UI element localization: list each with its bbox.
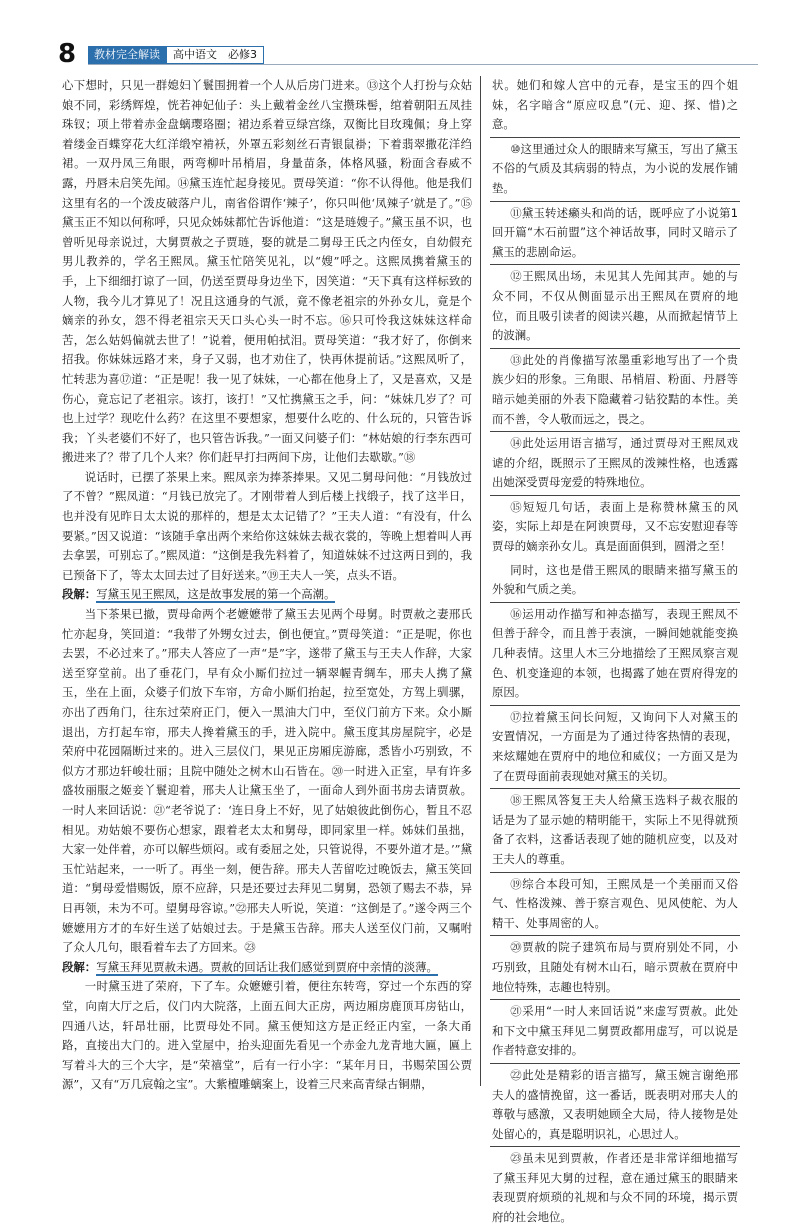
annotation-note: ㉓虽未见到贾赦，作者还是非常详细地描写了黛玉拜见大舅的过程，意在通过黛玉的眼睛来表现贾府烦琐的礼规和与众不同的环境，揭示贾府的社会地位。 bbox=[492, 1151, 738, 1225]
annotation-note: ⑪黛玉转述癞头和尚的话，既呼应了小说第1回开篇“木石前盟”这个神话故事，同时又暗示了黛玉的悲剧命运。 bbox=[490, 202, 740, 266]
annotation-note: ㉒此处是精彩的语言描写，黛玉婉言谢绝邢夫人的盛情挽留，这一番话，既表明对邢夫人的尊敬与感激，又表明她顾全大局，待人接物是处处留心的，真是聪明识礼，心思过人。 bbox=[490, 1064, 740, 1147]
annotation-note: ⑲综合本段可知，王熙凤是一个美丽而又俗气、性格泼辣、善于察言观色、见风使舵、为人精干、处事周密的人。 bbox=[490, 873, 740, 937]
column-divider bbox=[480, 76, 481, 1086]
text-paragraph: 一时黛玉进了荣府，下了车。众嬷嬷引着，便往东转弯，穿过一个东西的穿堂，向南大厅之后，仪门内大院落，上面五间大正房，两边厢房鹿顶耳房钻山，四通八达，轩昂壮丽，比贾母处不同。黛玉便知这方是正经正内室，一条大甬路，直接出大门的。进入堂屋中，抬头迎面先看见一个赤金九龙青地大匾，匾上写着斗大的三个大字，是“荣禧堂”，后有一行小字：“某年月日，书赐荣国公贾源”，又有“万几宸翰之宝”。大紫檀雕螭案上，设着三尺来高青绿古铜鼎， bbox=[62, 979, 472, 1092]
annotation-note: ⑭此处运用语言描写，通过贾母对王熙凤戏谑的介绍，既照示了王熙凤的泼辣性格，也透露出她深受贾母宠爱的特殊地位。 bbox=[490, 432, 740, 496]
annotation-note: ⑩这里通过众人的眼睛来写黛玉，写出了黛玉不俗的气质及其病弱的特点，为小说的发展作铺垫。 bbox=[490, 138, 740, 202]
paragraph-analysis bbox=[62, 585, 472, 605]
page-header bbox=[58, 40, 758, 68]
text-paragraph: 心下想时，只见一群媳妇丫鬟围拥着一个人从后房门进来。⑬这个人打扮与众姑娘不同，彩绣辉煌，恍若神妃仙子：头上戴着金丝八宝攒珠髻，绾着朝阳五凤挂珠钗；项上带着赤金盘螭璎珞圈；裙边系着豆绿宫绦，双衡比目玫瑰佩；身上穿着缕金百蝶穿花大红洋缎窄褃袄，外罩五彩刻丝石青银鼠褂；下着翡翠撒花洋绉裙。一双丹凤三角眼，两弯柳叶吊梢眉，身量苗条，体格风骚，粉面含春威不露，丹唇未启笑先闻。⑭黛玉连忙起身接见。贾母笑道：“你不认得他。他是我们这里有名的一个泼皮破落户儿，南省俗谓作‘辣子’，你只叫他‘凤辣子’就是了。”⑮黛玉正不知以何称呼，只见众姊妹都忙告诉他道：“这是琏嫂子。”黛玉虽不识，也曾听见母亲说过，大舅贾赦之子贾琏，娶的就是二舅母王氏之内侄女，自幼假充男儿教养的，学名王熙凤。黛玉忙陪笑见礼，以“嫂”呼之。这熙凤携着黛玉的手，上下细细打谅了一回，仍送至贾母身边坐下，因笑道：“天下真有这样标致的人物，我今儿才算见了！况且这通身的气派，竟不像老祖宗的外孙女儿，竟是个嫡亲的孙女，怨不得老祖宗天天口头心头一时不忘。⑯只可怜我这妹妹这样命苦，怎么姑妈偏就去世了！”说着，便用帕拭泪。贾母笑道：“我才好了，你倒来招我。你妹妹远路才来，身子又弱，也才劝住了，快再休提前话。”这熙凤听了，忙转悲为喜⑰道：“正是呢！我一见了妹妹，一心都在他身上了，又是喜欢，又是伤心，竟忘记了老祖宗。该打，该打！”又忙携黛玉之手，问：“妹妹几岁了？可也上过学？现吃什么药？在这里不要想家，想要什么吃的、什么玩的，只管告诉我；丫头老婆们不好了，也只管告诉我。”一面又问婆子们：“林姑娘的行李东西可搬进来了？带了几个人来？你们赶早打扫两间下房，让他们去歇歇。”⑱ bbox=[62, 78, 472, 465]
annotation-note: 同时，这也是借王熙凤的眼睛来描写黛玉的外貌和气质之美。 bbox=[490, 559, 740, 603]
annotation-note: ⑫王熙凤出场，未见其人先闻其声。她的与众不同，不仅从侧面显示出王熙凤在贾府的地位，而且吸引读者的阅读兴趣，从而掀起情节上的波澜。 bbox=[490, 265, 740, 348]
annotation-note: ⑯运用动作描写和神态描写，表现王熙凤不但善于辞令，而且善于表演，一瞬间她就能变换几种表情。这里人木三分地描绘了王熙凤察言观色、机变逢迎的本领，也揭露了她在贾府得宠的原因。 bbox=[490, 603, 740, 706]
text-block-3 bbox=[62, 977, 472, 1095]
annotation-note: ⑰拉着黛玉问长问短，又询问下人对黛玉的安置情况，一方面是为了通过待客热情的表现，来炫耀她在贾府中的地位和威仪；一方面又是为了在贾母面前表现她对黛玉的关切。 bbox=[490, 706, 740, 789]
text-block-2 bbox=[62, 605, 472, 958]
main-text-column bbox=[62, 76, 472, 1092]
text-paragraph: 当下茶果已撤，贾母命两个老嬷嬷带了黛玉去见两个母舅。时贾赦之妻邢氏忙亦起身，笑回道：“我带了外甥女过去，倒也便宜。”贾母笑道：“正是呢，你也去罢，不必过来了。”邢夫人答应了一声“是”字，遂带了黛玉与王夫人作辞，大家送至穿堂前。出了垂花门，早有众小厮们拉过一辆翠幄青绸车，邢夫人携了黛玉，坐在上面，众婆子们放下车帘，方命小厮们抬起，拉至宽处，方驾上驯骡，亦出了西角门，往东过荣府正门，便入一黑油大门中，至仪门前方下来。众小厮退出，方打起车帘，邢夫人搀着黛玉的手，进入院中。黛玉度其房屋院宇，必是荣府中花园隔断过来的。进入三层仪门，果见正房厢庑游廊，悉皆小巧别致，不似方才那边轩峻壮丽；且院中随处之树木山石皆在。⑳一时进入正室，早有许多盛妆丽服之姬妾丫鬟迎着，邢夫人让黛玉坐了，一面命人到外面书房去请贾赦。一时人来回话说：㉑“老爷说了：‘连日身上不好，见了姑娘彼此倒伤心，暂且不忍相见。劝姑娘不要伤心想家，跟着老太太和舅母，即同家里一样。姊妹们虽拙，大家一处伴着，亦可以解些烦闷。或有委屈之处，只管说得，不要外道才是。’”黛玉忙站起来，一一听了。再坐一刻，便告辞。邢夫人苦留吃过晚饭去，黛玉笑回道：“舅母爱惜赐饭，原不应辞，只是还要过去拜见二舅舅，恐领了赐去不恭，异日再领，未为不可。望舅母容谅。”㉒邢夫人听说，笑道：“这倒是了。”遂令两三个嬷嬷用方才的车好生送了姑娘过去。于是黛玉告辞。邢夫人送至仪门前，又嘱咐了众人几句，眼看着车去了方回来。㉓ bbox=[62, 607, 472, 955]
header-rule bbox=[88, 64, 758, 65]
analysis-text: 写黛玉拜见贾赦未遇。贾赦的回话让我们感觉到贾府中亲情的淡薄。 bbox=[96, 959, 438, 974]
series-tag: 教材完全解读 bbox=[88, 46, 166, 64]
header-label-group bbox=[88, 46, 264, 64]
annotation-note: 状。她们和嫁人宫中的元春，是宝玉的四个姐妹，名字暗含“原应叹息”(元、迎、探、惜)之意。 bbox=[490, 76, 740, 138]
annotation-note: ⑮短短几句话，表面上是称赞林黛玉的风姿，实际上却是在阿谀贾母，又不忘安慰迎春等贾母的嫡亲孙女儿。真是面面俱到，圆滑之至！ bbox=[492, 499, 738, 554]
course-label: 高中语文 必修3 bbox=[166, 46, 264, 64]
annotation-note: ⑳贾赦的院子建筑布局与贾府别处不同，小巧别致，且随处有树木山石，暗示贾赦在贾府中地位特殊，志趣也特别。 bbox=[490, 936, 740, 1000]
annotation-note: ㉑采用“一时人来回话说”来虚写贾赦。此处和下文中黛玉拜见二舅贾政都用虚写，可以说是作者特意安排的。 bbox=[490, 1000, 740, 1064]
annotation-note: ⑱王熙凤答复王夫人给黛玉选料子裁衣服的话是为了显示她的精明能干，实际上不见得就预备了衣料，这番话表现了她的随机应变，以及对王夫人的尊重。 bbox=[490, 789, 740, 872]
analysis-text: 写黛玉见王熙凤，这是故事发展的第一个高潮。 bbox=[96, 587, 336, 602]
paragraph-analysis bbox=[62, 958, 472, 978]
annotation-note: ⑬此处的肖像描写浓墨重彩地写出了一个贵族少妇的形象。三角眼、吊梢眉、粉面、丹唇等暗示她美丽的外表下隐藏着刁钻狡黠的本性。美而不善，令人敬而远之，畏之。 bbox=[490, 349, 740, 432]
analysis-label: 段解： bbox=[62, 587, 97, 602]
text-paragraph: 说话时，已摆了茶果上来。熙凤亲为捧茶捧果。又见二舅母问他：“月钱放过了不曾？”熙凤道：“月钱已放完了。才刚带着人到后楼上找缎子，找了这半日，也并没有见昨日太太说的那样的，想是太太记错了？”王夫人道：“有没有，什么要紧。”因又说道：“该随手拿出两个来给你这妹妹去裁衣裳的，等晚上想着叫人再去拿罢，可别忘了。”熙凤道：“这倒是我先料着了，知道妹妹不过这两日到的，我已预备下了，等太太回去过了目好送来。”⑲王夫人一笑，点头不语。 bbox=[62, 469, 472, 582]
analysis-label: 段解： bbox=[62, 959, 97, 974]
page-number: 8 bbox=[58, 39, 77, 69]
text-block-1 bbox=[62, 76, 472, 585]
annotation-column bbox=[490, 76, 740, 1225]
